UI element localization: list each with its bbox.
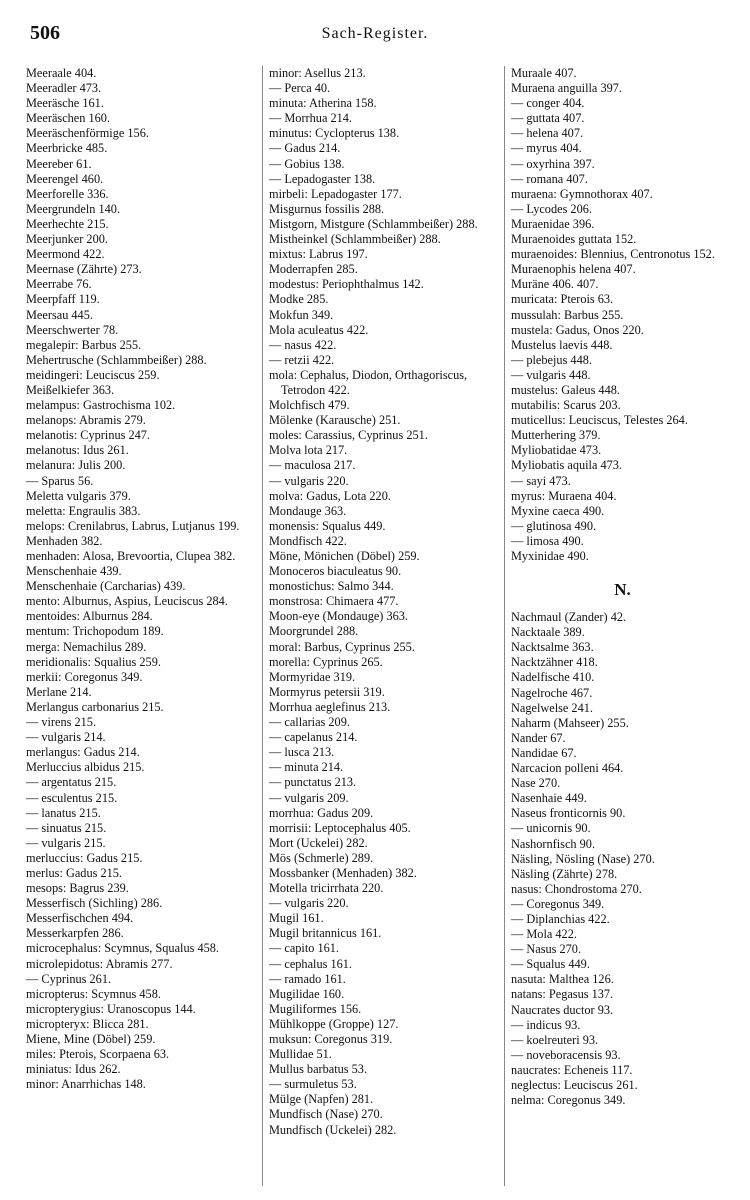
index-entry: Myxine caeca 490. (511, 503, 605, 518)
index-entry: Meereber 61. (26, 156, 92, 171)
index-entry: Messerfisch (Sichling) 286. (26, 896, 163, 911)
index-entry: Menhaden 382. (26, 533, 103, 548)
index-entry: Motella tricirrhata 220. (269, 881, 384, 896)
index-entry: Meerjunker 200. (26, 232, 108, 247)
index-entry: nasuta: Malthea 126. (511, 972, 614, 987)
index-entry: Mölenke (Karausche) 251. (269, 413, 401, 428)
index-entry: Misgurnus fossilis 288. (269, 201, 385, 216)
index-entry: Mülge (Napfen) 281. (269, 1092, 374, 1107)
index-entry: — helena 407. (511, 126, 584, 141)
index-entry: merga: Nemachilus 289. (26, 639, 147, 654)
index-entry: melops: Crenilabrus, Labrus, Lutjanus 199. (26, 518, 240, 533)
running-title: Sach-Register. (321, 25, 429, 42)
index-entry: — Cyprinus 261. (26, 971, 112, 986)
index-entry: Meeradler 473. (26, 81, 102, 96)
index-entry: — punctatus 213. (269, 775, 357, 790)
index-entry: Menschenhaie 439. (26, 564, 122, 579)
index-entry: mola: Cephalus, Diodon, Orthagoriscus, Tetrodon 422. (269, 367, 468, 397)
index-entry: — Morrhua 214. (269, 111, 352, 126)
index-entry: Meeräschen 160. (26, 111, 110, 126)
index-column-1 (26, 66, 254, 1186)
index-entry: natans: Pegasus 137. (511, 987, 614, 1002)
page-header (24, 12, 726, 52)
index-entry: Mös (Schmerle) 289. (269, 850, 374, 865)
index-entry: morrisii: Leptocephalus 405. (269, 820, 411, 835)
index-entry: Mort (Uckelei) 282. (269, 835, 368, 850)
index-entry: Mutterhering 379. (511, 428, 601, 443)
index-entry: Mehertrusche (Schlammbeißer) 288. (26, 352, 207, 367)
index-entry: Muraale 407. (511, 66, 577, 80)
index-entry: muraena: Gymnothorax 407. (511, 186, 653, 201)
index-entry: Merluccius albidus 215. (26, 760, 145, 775)
index-entry: nasus: Chondrostoma 270. (511, 881, 642, 896)
index-entry: Mistheinkel (Schlammbeißer) 288. (269, 232, 441, 247)
index-entry: merkii: Coregonus 349. (26, 669, 143, 684)
index-entry: Mugil britannicus 161. (269, 926, 382, 941)
index-entry: — unicornis 90. (511, 821, 591, 836)
index-entry: Meerpfaff 119. (26, 292, 100, 307)
index-entry: — limosa 490. (511, 533, 584, 548)
index-entry: Näsling (Zährte) 278. (511, 866, 618, 881)
index-entry: Meeräschenförmige 156. (26, 126, 149, 141)
index-entry: — Sparus 56. (26, 473, 94, 488)
index-entry: mixtus: Labrus 197. (269, 247, 368, 262)
index-entry: Meerforelle 336. (26, 186, 109, 201)
index-entry: — vulgaris 214. (26, 730, 106, 745)
index-column-3-n-entries (511, 610, 734, 1108)
index-entry: Naharm (Mahseer) 255. (511, 715, 629, 730)
index-entry: muricata: Pterois 63. (511, 292, 614, 307)
index-entry: morella: Cyprinus 265. (269, 654, 383, 669)
index-entry: mustela: Gadus, Onos 220. (511, 322, 644, 337)
index-entry: — vulgaris 220. (269, 896, 349, 911)
index-entry: Miene, Mine (Döbel) 259. (26, 1032, 156, 1046)
section-letter-heading: N. (614, 580, 631, 600)
index-entry: merlus: Gadus 215. (26, 865, 122, 880)
index-entry: — romana 407. (511, 171, 588, 186)
index-entry: Meersau 445. (26, 307, 93, 322)
index-entry: Meeräsche 161. (26, 96, 104, 111)
index-entry: monostichus: Salmo 344. (269, 579, 394, 594)
index-entry: — cephalus 161. (269, 956, 352, 971)
index-entry: — plebejus 448. (511, 352, 592, 367)
index-entry: Nasenhaie 449. (511, 791, 587, 806)
index-entry: Nashornfisch 90. (511, 836, 596, 851)
index-entry: — maculosa 217. (269, 458, 356, 473)
index-entry: — myrus 404. (511, 141, 582, 156)
index-entry: — conger 404. (511, 96, 585, 111)
index-entry: — vulgaris 209. (269, 790, 349, 805)
index-entry: — koelreuteri 93. (511, 1032, 599, 1047)
index-entry: mustelus: Galeus 448. (511, 382, 620, 397)
index-entry: molva: Gadus, Lota 220. (269, 488, 391, 503)
index-entry: — noveboracensis 93. (511, 1047, 621, 1062)
index-entry: — vulgaris 448. (511, 367, 591, 382)
index-entry: mutabilis: Scarus 203. (511, 398, 621, 413)
index-entry: — capito 161. (269, 941, 340, 956)
index-entry: mento: Alburnus, Aspius, Leuciscus 284. (26, 594, 228, 609)
index-entry: morrhua: Gadus 209. (269, 805, 374, 820)
index-entry: micropterus: Scymnus 458. (26, 986, 161, 1001)
index-entry: minutus: Cyclopterus 138. (269, 126, 400, 141)
index-entry: — argentatus 215. (26, 775, 117, 790)
index-entry: Meergrundeln 140. (26, 201, 121, 216)
index-entry: monstrosa: Chimaera 477. (269, 594, 399, 609)
index-entry: — surmuletus 53. (269, 1077, 357, 1092)
index-entry: meidingeri: Leuciscus 259. (26, 367, 160, 382)
index-entry: Nagelroche 467. (511, 685, 593, 700)
index-entry: Nacktaale 389. (511, 625, 585, 640)
index-entry: — glutinosa 490. (511, 518, 597, 533)
index-entry: Nander 67. (511, 730, 566, 745)
index-entry: — vulgaris 220. (269, 473, 349, 488)
index-entry: Meerengel 460. (26, 171, 104, 186)
index-entry: Mondauge 363. (269, 503, 347, 518)
index-entry: — oxyrhina 397. (511, 156, 595, 171)
index-entry: Meletta vulgaris 379. (26, 488, 131, 503)
index-entry: Näsling, Nösling (Nase) 270. (511, 851, 655, 866)
index-entry: microcephalus: Scymnus, Squalus 458. (26, 941, 219, 956)
index-entry: Meermond 422. (26, 247, 105, 262)
index-entry: Nandidae 67. (511, 745, 577, 760)
index-entry: — callarias 209. (269, 715, 350, 730)
index-entry: — Gadus 214. (269, 141, 341, 156)
index-entry: — sinuatus 215. (26, 820, 107, 835)
index-entry: — esculentus 215. (26, 790, 118, 805)
index-entry: mentoides: Alburnus 284. (26, 609, 153, 624)
index-entry: mesops: Bagrus 239. (26, 881, 129, 896)
index-entry: — indicus 93. (511, 1017, 581, 1032)
index-entry: micropterygius: Uranoscopus 144. (26, 1001, 196, 1016)
index-entry: meletta: Engraulis 383. (26, 503, 141, 518)
index-entry: Nachmaul (Zander) 42. (511, 610, 627, 625)
index-entry: — Squalus 449. (511, 957, 590, 972)
index-entry: — virens 215. (26, 715, 97, 730)
index-entry: — Mola 422. (511, 927, 577, 942)
index-column-3-m-entries (511, 66, 734, 564)
index-entry: muraenoides: Blennius, Centronotus 152. (511, 247, 715, 262)
index-entry: melanotus: Idus 261. (26, 443, 129, 458)
index-entry: Nase 270. (511, 776, 561, 791)
index-entry: Mugilidae 160. (269, 986, 345, 1001)
index-entry: nelma: Coregonus 349. (511, 1093, 626, 1108)
index-entry: merluccius: Gadus 215. (26, 850, 143, 865)
index-entry: Muraenoides guttata 152. (511, 232, 637, 247)
index-entry: Menschenhaie (Carcharias) 439. (26, 579, 186, 594)
index-entry: — lusca 213. (269, 745, 335, 760)
index-entry: Naucrates ductor 93. (511, 1002, 614, 1017)
index-entry: Mossbanker (Menhaden) 382. (269, 865, 417, 880)
index-entry: — Diplanchias 422. (511, 911, 610, 926)
index-entry: Meeraale 404. (26, 66, 97, 80)
index-entry: Narcacion polleni 464. (511, 761, 624, 776)
index-entry: Myxinidae 490. (511, 549, 589, 563)
index-entry: Merlangus carbonarius 215. (26, 699, 164, 714)
index-columns (26, 66, 734, 1186)
index-entry: micropteryx: Blicca 281. (26, 1016, 149, 1031)
index-entry: Meerrabe 76. (26, 277, 92, 292)
index-entry: moles: Carassius, Cyprinus 251. (269, 428, 428, 443)
index-entry: Mola aculeatus 422. (269, 322, 369, 337)
index-entry: myrus: Muraena 404. (511, 488, 617, 503)
page-number: 506 (30, 22, 60, 44)
index-entry: Mundfisch (Uckelei) 282. (269, 1122, 397, 1137)
index-entry: merlangus: Gadus 214. (26, 745, 140, 760)
index-entry: menhaden: Alosa, Brevoortia, Clupea 382. (26, 549, 236, 563)
index-entry: Monoceros biaculeatus 90. (269, 564, 402, 579)
index-entry: Moderrapfen 285. (269, 262, 358, 277)
index-entry: — Coregonus 349. (511, 896, 605, 911)
index-entry: moral: Barbus, Cyprinus 255. (269, 639, 415, 654)
index-entry: Mokfun 349. (269, 307, 334, 322)
index-entry: Nacktsalme 363. (511, 640, 594, 655)
index-entry: Meerhechte 215. (26, 216, 109, 231)
index-entry: Meißelkiefer 363. (26, 382, 115, 397)
index-entry: Möne, Mönichen (Döbel) 259. (269, 549, 420, 563)
index-entry: — sayi 473. (511, 473, 571, 488)
index-entry: Nagelwelse 241. (511, 700, 593, 715)
index-entry: Mondfisch 422. (269, 533, 347, 548)
index-entry: — lanatus 215. (26, 805, 101, 820)
index-entry: Merlane 214. (26, 684, 92, 699)
index-entry: Messerfischchen 494. (26, 911, 134, 926)
index-entry: — ramado 161. (269, 971, 346, 986)
index-entry: Mistgorn, Mistgure (Schlammbeißer) 288. (269, 216, 478, 231)
index-entry: Moon-eye (Mondauge) 363. (269, 609, 408, 624)
index-entry: Naseus fronticornis 90. (511, 806, 626, 821)
index-entry: meridionalis: Squalius 259. (26, 654, 161, 669)
index-entry: Mugiliformes 156. (269, 1001, 362, 1016)
index-entry: Morrhua aeglefinus 213. (269, 699, 391, 714)
index-entry: Mugil 161. (269, 911, 324, 926)
index-column-2 (262, 66, 496, 1186)
index-entry: — Perca 40. (269, 81, 331, 96)
index-entry: Moorgrundel 288. (269, 624, 359, 639)
index-entry: Meerbricke 485. (26, 141, 108, 156)
index-entry: microlepidotus: Abramis 277. (26, 956, 173, 971)
index-entry: miles: Pterois, Scorpaena 63. (26, 1047, 170, 1062)
index-entry: megalepir: Barbus 255. (26, 337, 142, 352)
index-entry: mussulah: Barbus 255. (511, 307, 624, 322)
index-entry: Meernase (Zährte) 273. (26, 262, 142, 277)
index-entry: melampus: Gastrochisma 102. (26, 398, 176, 413)
index-entry: Muraenidae 396. (511, 216, 595, 231)
index-entry: — Nasus 270. (511, 942, 582, 957)
index-entry: — capelanus 214. (269, 730, 358, 745)
index-entry: melanops: Abramis 279. (26, 413, 146, 428)
index-entry: Nacktzähner 418. (511, 655, 598, 670)
index-entry: neglectus: Leuciscus 261. (511, 1078, 638, 1092)
index-entry: Mustelus laevis 448. (511, 337, 613, 352)
index-entry: mentum: Trichopodum 189. (26, 624, 164, 639)
index-entry: — Gobius 138. (269, 156, 345, 171)
index-entry: Mundfisch (Nase) 270. (269, 1107, 383, 1122)
index-entry: Muräne 406. 407. (511, 277, 599, 292)
index-entry: Modke 285. (269, 292, 329, 307)
index-entry: Mühlkoppe (Groppe) 127. (269, 1016, 399, 1031)
index-entry: muksun: Coregonus 319. (269, 1032, 393, 1046)
index-entry: modestus: Periophthalmus 142. (269, 277, 424, 292)
index-entry: Myliobatidae 473. (511, 443, 602, 458)
index-entry: — Lepadogaster 138. (269, 171, 376, 186)
index-entry: Nadelfische 410. (511, 670, 595, 685)
index-entry: mirbeli: Lepadogaster 177. (269, 186, 402, 201)
index-entry: Muraenophis helena 407. (511, 262, 636, 277)
index-entry: — Lycodes 206. (511, 201, 592, 216)
index-column-3 (504, 66, 734, 1186)
index-entry: Messerkarpfen 286. (26, 926, 124, 941)
index-entry: Molchfisch 479. (269, 398, 350, 413)
index-entry: — retzii 422. (269, 352, 335, 367)
index-entry: naucrates: Echeneis 117. (511, 1062, 633, 1077)
index-entry: melanura: Julis 200. (26, 458, 126, 473)
index-entry: — guttata 407. (511, 111, 585, 126)
index-entry: minor: Anarrhichas 148. (26, 1077, 146, 1092)
index-entry: Mullidae 51. (269, 1047, 332, 1062)
index-entry: Molva lota 217. (269, 443, 348, 458)
index-entry: — minuta 214. (269, 760, 344, 775)
index-entry: Meerschwerter 78. (26, 322, 119, 337)
index-entry: Muraena anguilla 397. (511, 81, 622, 96)
index-entry: Myliobatis aquila 473. (511, 458, 623, 473)
index-entry: — vulgaris 215. (26, 835, 106, 850)
index-entry: monensis: Squalus 449. (269, 518, 386, 533)
index-entry: — nasus 422. (269, 337, 337, 352)
index-entry: melanotis: Cyprinus 247. (26, 428, 150, 443)
index-entry: muticellus: Leuciscus, Telestes 264. (511, 413, 688, 428)
index-entry: miniatus: Idus 262. (26, 1062, 121, 1077)
index-entry: minor: Asellus 213. (269, 66, 366, 80)
index-entry: Mormyridae 319. (269, 669, 356, 684)
index-entry: minuta: Atherina 158. (269, 96, 377, 111)
index-entry: Mullus barbatus 53. (269, 1062, 368, 1077)
index-entry: Mormyrus petersii 319. (269, 684, 385, 699)
